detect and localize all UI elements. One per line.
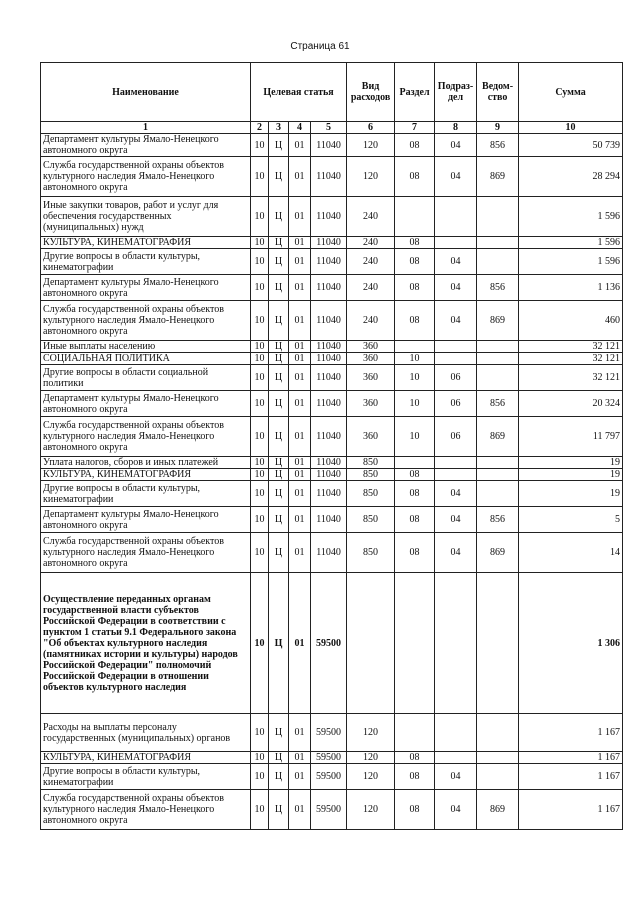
target-code-part-cell: 01	[289, 365, 311, 391]
target-code-part-cell: 01	[289, 237, 311, 249]
department-cell	[477, 714, 519, 752]
table-row	[41, 457, 623, 469]
subsection-cell: 06	[435, 365, 477, 391]
sum-cell: 50 739	[519, 134, 623, 157]
department-cell	[477, 752, 519, 764]
department-cell	[477, 237, 519, 249]
target-code-part-cell: Ц	[269, 237, 289, 249]
target-code-part-cell: 10	[251, 481, 269, 507]
header-target-article: Целевая статья	[251, 63, 347, 122]
target-code-part-cell: Ц	[269, 457, 289, 469]
target-code-part-cell: 10	[251, 353, 269, 365]
sum-cell: 460	[519, 301, 623, 341]
expense-type-cell: 240	[347, 237, 395, 249]
subsection-cell: 04	[435, 790, 477, 830]
col-number: 5	[311, 122, 347, 134]
target-code-part-cell: Ц	[269, 365, 289, 391]
subsection-cell	[435, 341, 477, 353]
table-row	[41, 353, 623, 365]
target-code-part-cell: 10	[251, 237, 269, 249]
expense-type-cell: 850	[347, 533, 395, 573]
target-code-part-cell: Ц	[269, 249, 289, 275]
table-row	[41, 714, 623, 752]
sum-cell: 5	[519, 507, 623, 533]
target-code-cell: 11040	[311, 275, 347, 301]
target-code-part-cell: Ц	[269, 353, 289, 365]
expense-type-cell: 850	[347, 457, 395, 469]
sum-cell: 19	[519, 481, 623, 507]
section-cell: 08	[395, 134, 435, 157]
sum-cell: 1 596	[519, 249, 623, 275]
row-name-cell: Расходы на выплаты персоналу государственных (муниципальных) органов	[41, 714, 251, 752]
expense-type-cell: 120	[347, 790, 395, 830]
target-code-cell: 11040	[311, 197, 347, 237]
target-code-part-cell: 01	[289, 481, 311, 507]
target-code-part-cell: Ц	[269, 157, 289, 197]
department-cell	[477, 353, 519, 365]
target-code-cell: 11040	[311, 391, 347, 417]
table-row	[41, 197, 623, 237]
sum-cell: 11 797	[519, 417, 623, 457]
target-code-part-cell: 10	[251, 157, 269, 197]
row-name-cell: Служба государственной охраны объектов культурного наследия Ямало-Ненецкого автономного округа	[41, 790, 251, 830]
target-code-part-cell: 01	[289, 301, 311, 341]
department-cell	[477, 457, 519, 469]
sum-cell: 19	[519, 457, 623, 469]
expense-type-cell: 120	[347, 714, 395, 752]
table-row	[41, 341, 623, 353]
table-row	[41, 790, 623, 830]
row-name-cell: Служба государственной охраны объектов культурного наследия Ямало-Ненецкого автономного округа	[41, 533, 251, 573]
subsection-cell	[435, 714, 477, 752]
target-code-part-cell: 01	[289, 197, 311, 237]
target-code-part-cell: 01	[289, 341, 311, 353]
section-cell: 08	[395, 533, 435, 573]
table-body	[41, 134, 623, 830]
table-header-row	[41, 63, 623, 122]
target-code-part-cell: Ц	[269, 764, 289, 790]
target-code-cell: 11040	[311, 353, 347, 365]
target-code-cell: 59500	[311, 714, 347, 752]
col-number: 4	[289, 122, 311, 134]
section-cell	[395, 714, 435, 752]
section-cell: 08	[395, 249, 435, 275]
expense-type-cell: 850	[347, 481, 395, 507]
target-code-cell: 11040	[311, 249, 347, 275]
table-row	[41, 469, 623, 481]
subsection-cell	[435, 353, 477, 365]
table-row	[41, 764, 623, 790]
row-name-cell: КУЛЬТУРА, КИНЕМАТОГРАФИЯ	[41, 469, 251, 481]
row-name-cell: Осуществление переданных органам государственной власти субъектов Российской Федерации в соответствии с пунктом 1 статьи 9.1 Федерального закона "Об объектах культурного наследия (памятниках истории и культуры) народов Российской Федерации" полномочий Российской Федерации в отношении объектов культурного наследия	[41, 573, 251, 714]
header-expense-type: Вид расходов	[347, 63, 395, 122]
target-code-cell: 11040	[311, 134, 347, 157]
target-code-part-cell: 01	[289, 507, 311, 533]
expense-type-cell: 360	[347, 391, 395, 417]
department-cell	[477, 573, 519, 714]
section-cell	[395, 573, 435, 714]
expense-type-cell: 240	[347, 249, 395, 275]
sum-cell: 32 121	[519, 365, 623, 391]
target-code-part-cell: 10	[251, 249, 269, 275]
department-cell	[477, 197, 519, 237]
target-code-part-cell: 01	[289, 714, 311, 752]
row-name-cell: Департамент культуры Ямало-Ненецкого автономного округа	[41, 134, 251, 157]
target-code-part-cell: 01	[289, 457, 311, 469]
sum-cell: 32 121	[519, 341, 623, 353]
subsection-cell	[435, 752, 477, 764]
row-name-cell: КУЛЬТУРА, КИНЕМАТОГРАФИЯ	[41, 237, 251, 249]
target-code-part-cell: 10	[251, 341, 269, 353]
header-subsection: Подраз-дел	[435, 63, 477, 122]
sum-cell: 1 167	[519, 764, 623, 790]
section-cell: 08	[395, 790, 435, 830]
subsection-cell	[435, 457, 477, 469]
target-code-part-cell: 10	[251, 365, 269, 391]
row-name-cell: Другие вопросы в области культуры, кинематографии	[41, 481, 251, 507]
sum-cell: 1 167	[519, 714, 623, 752]
target-code-cell: 11040	[311, 237, 347, 249]
subsection-cell: 04	[435, 157, 477, 197]
target-code-part-cell: 10	[251, 197, 269, 237]
expense-type-cell: 360	[347, 417, 395, 457]
col-number: 6	[347, 122, 395, 134]
target-code-part-cell: 10	[251, 714, 269, 752]
expense-type-cell	[347, 573, 395, 714]
table-row	[41, 391, 623, 417]
expense-type-cell: 360	[347, 353, 395, 365]
target-code-part-cell: Ц	[269, 790, 289, 830]
table-row	[41, 507, 623, 533]
target-code-part-cell: Ц	[269, 417, 289, 457]
expense-type-cell: 120	[347, 134, 395, 157]
target-code-part-cell: Ц	[269, 714, 289, 752]
row-name-cell: Департамент культуры Ямало-Ненецкого автономного округа	[41, 275, 251, 301]
section-cell: 08	[395, 469, 435, 481]
target-code-cell: 59500	[311, 764, 347, 790]
subsection-cell: 04	[435, 481, 477, 507]
table-row	[41, 481, 623, 507]
expense-type-cell: 360	[347, 365, 395, 391]
target-code-part-cell: Ц	[269, 573, 289, 714]
sum-cell: 14	[519, 533, 623, 573]
target-code-part-cell: Ц	[269, 197, 289, 237]
table-row	[41, 134, 623, 157]
expense-type-cell: 360	[347, 341, 395, 353]
section-cell: 08	[395, 275, 435, 301]
department-cell: 869	[477, 301, 519, 341]
section-cell: 08	[395, 157, 435, 197]
target-code-part-cell: Ц	[269, 275, 289, 301]
target-code-part-cell: 10	[251, 301, 269, 341]
table-row	[41, 237, 623, 249]
row-name-cell: Уплата налогов, сборов и иных платежей	[41, 457, 251, 469]
row-name-cell: Департамент культуры Ямало-Ненецкого автономного округа	[41, 391, 251, 417]
target-code-cell: 59500	[311, 752, 347, 764]
page-number-label: Страница 61	[290, 41, 350, 52]
target-code-part-cell: Ц	[269, 301, 289, 341]
target-code-cell: 11040	[311, 469, 347, 481]
col-number: 1	[41, 122, 251, 134]
table-row	[41, 157, 623, 197]
target-code-part-cell: 01	[289, 752, 311, 764]
target-code-part-cell: 01	[289, 764, 311, 790]
target-code-part-cell: 01	[289, 157, 311, 197]
target-code-part-cell: 10	[251, 275, 269, 301]
section-cell: 08	[395, 301, 435, 341]
target-code-cell: 11040	[311, 341, 347, 353]
subsection-cell	[435, 469, 477, 481]
table-row	[41, 365, 623, 391]
target-code-part-cell: Ц	[269, 134, 289, 157]
target-code-part-cell: 10	[251, 507, 269, 533]
department-cell: 856	[477, 391, 519, 417]
target-code-cell: 11040	[311, 533, 347, 573]
table-row	[41, 301, 623, 341]
subsection-cell: 06	[435, 391, 477, 417]
section-cell	[395, 197, 435, 237]
section-cell: 08	[395, 764, 435, 790]
target-code-cell: 59500	[311, 790, 347, 830]
section-cell: 10	[395, 365, 435, 391]
table-row	[41, 417, 623, 457]
subsection-cell	[435, 573, 477, 714]
department-cell: 869	[477, 790, 519, 830]
header-name: Наименование	[41, 63, 251, 122]
subsection-cell: 06	[435, 417, 477, 457]
subsection-cell	[435, 237, 477, 249]
col-number: 10	[519, 122, 623, 134]
target-code-part-cell: 01	[289, 391, 311, 417]
column-numbers-row	[41, 122, 623, 134]
expense-type-cell: 240	[347, 301, 395, 341]
section-cell: 08	[395, 481, 435, 507]
target-code-part-cell: 10	[251, 391, 269, 417]
target-code-part-cell: 01	[289, 573, 311, 714]
section-cell	[395, 457, 435, 469]
target-code-part-cell: Ц	[269, 507, 289, 533]
target-code-cell: 11040	[311, 507, 347, 533]
subsection-cell: 04	[435, 764, 477, 790]
department-cell: 856	[477, 134, 519, 157]
table-row	[41, 573, 623, 714]
target-code-part-cell: 01	[289, 249, 311, 275]
target-code-cell: 11040	[311, 417, 347, 457]
row-name-cell: СОЦИАЛЬНАЯ ПОЛИТИКА	[41, 353, 251, 365]
target-code-part-cell: 01	[289, 533, 311, 573]
target-code-part-cell: Ц	[269, 391, 289, 417]
row-name-cell: Служба государственной охраны объектов культурного наследия Ямало-Ненецкого автономного округа	[41, 417, 251, 457]
department-cell	[477, 481, 519, 507]
department-cell: 856	[477, 275, 519, 301]
department-cell	[477, 365, 519, 391]
department-cell	[477, 764, 519, 790]
header-department: Ведом-ство	[477, 63, 519, 122]
row-name-cell: Служба государственной охраны объектов культурного наследия Ямало-Ненецкого автономного округа	[41, 157, 251, 197]
expense-type-cell: 120	[347, 752, 395, 764]
row-name-cell: Департамент культуры Ямало-Ненецкого автономного округа	[41, 507, 251, 533]
section-cell	[395, 341, 435, 353]
target-code-part-cell: 10	[251, 533, 269, 573]
col-number: 3	[269, 122, 289, 134]
target-code-part-cell: 10	[251, 790, 269, 830]
target-code-part-cell: 10	[251, 573, 269, 714]
target-code-part-cell: 10	[251, 752, 269, 764]
section-cell: 10	[395, 391, 435, 417]
section-cell: 08	[395, 237, 435, 249]
sum-cell: 1 167	[519, 790, 623, 830]
subsection-cell: 04	[435, 507, 477, 533]
target-code-cell: 11040	[311, 457, 347, 469]
sum-cell: 28 294	[519, 157, 623, 197]
target-code-part-cell: 10	[251, 457, 269, 469]
subsection-cell	[435, 197, 477, 237]
sum-cell: 1 596	[519, 197, 623, 237]
target-code-part-cell: 10	[251, 469, 269, 481]
section-cell: 08	[395, 752, 435, 764]
department-cell	[477, 469, 519, 481]
target-code-part-cell: Ц	[269, 341, 289, 353]
subsection-cell: 04	[435, 533, 477, 573]
section-cell: 10	[395, 417, 435, 457]
expense-type-cell: 240	[347, 275, 395, 301]
section-cell: 10	[395, 353, 435, 365]
table-row	[41, 752, 623, 764]
row-name-cell: КУЛЬТУРА, КИНЕМАТОГРАФИЯ	[41, 752, 251, 764]
row-name-cell: Другие вопросы в области социальной политики	[41, 365, 251, 391]
table-row	[41, 249, 623, 275]
row-name-cell: Служба государственной охраны объектов культурного наследия Ямало-Ненецкого автономного округа	[41, 301, 251, 341]
header-section: Раздел	[395, 63, 435, 122]
sum-cell: 19	[519, 469, 623, 481]
sum-cell: 1 306	[519, 573, 623, 714]
target-code-part-cell: Ц	[269, 533, 289, 573]
target-code-part-cell: Ц	[269, 481, 289, 507]
subsection-cell: 04	[435, 134, 477, 157]
row-name-cell: Другие вопросы в области культуры, кинематографии	[41, 764, 251, 790]
department-cell	[477, 341, 519, 353]
col-number: 2	[251, 122, 269, 134]
table-row	[41, 533, 623, 573]
target-code-cell: 11040	[311, 301, 347, 341]
target-code-part-cell: Ц	[269, 469, 289, 481]
target-code-part-cell: 01	[289, 134, 311, 157]
expense-type-cell: 850	[347, 469, 395, 481]
sum-cell: 32 121	[519, 353, 623, 365]
table-row	[41, 275, 623, 301]
expense-type-cell: 120	[347, 764, 395, 790]
department-cell	[477, 249, 519, 275]
subsection-cell: 04	[435, 275, 477, 301]
target-code-part-cell: 01	[289, 790, 311, 830]
sum-cell: 1 167	[519, 752, 623, 764]
department-cell: 856	[477, 507, 519, 533]
department-cell: 869	[477, 417, 519, 457]
budget-table	[40, 62, 623, 830]
target-code-part-cell: 01	[289, 275, 311, 301]
header-sum: Сумма	[519, 63, 623, 122]
sum-cell: 20 324	[519, 391, 623, 417]
col-number: 7	[395, 122, 435, 134]
target-code-part-cell: 10	[251, 134, 269, 157]
expense-type-cell: 850	[347, 507, 395, 533]
target-code-cell: 11040	[311, 365, 347, 391]
target-code-cell: 59500	[311, 573, 347, 714]
expense-type-cell: 240	[347, 197, 395, 237]
target-code-part-cell: 01	[289, 417, 311, 457]
sum-cell: 1 136	[519, 275, 623, 301]
row-name-cell: Другие вопросы в области культуры, кинематографии	[41, 249, 251, 275]
target-code-part-cell: 01	[289, 353, 311, 365]
col-number: 8	[435, 122, 477, 134]
department-cell: 869	[477, 157, 519, 197]
expense-type-cell: 120	[347, 157, 395, 197]
target-code-part-cell: 10	[251, 417, 269, 457]
sum-cell: 1 596	[519, 237, 623, 249]
target-code-part-cell: Ц	[269, 752, 289, 764]
section-cell: 08	[395, 507, 435, 533]
department-cell: 869	[477, 533, 519, 573]
row-name-cell: Иные закупки товаров, работ и услуг для обеспечения государственных (муниципальных) нужд	[41, 197, 251, 237]
target-code-part-cell: 01	[289, 469, 311, 481]
col-number: 9	[477, 122, 519, 134]
subsection-cell: 04	[435, 301, 477, 341]
target-code-part-cell: 10	[251, 764, 269, 790]
target-code-cell: 11040	[311, 157, 347, 197]
target-code-cell: 11040	[311, 481, 347, 507]
row-name-cell: Иные выплаты населению	[41, 341, 251, 353]
subsection-cell: 04	[435, 249, 477, 275]
